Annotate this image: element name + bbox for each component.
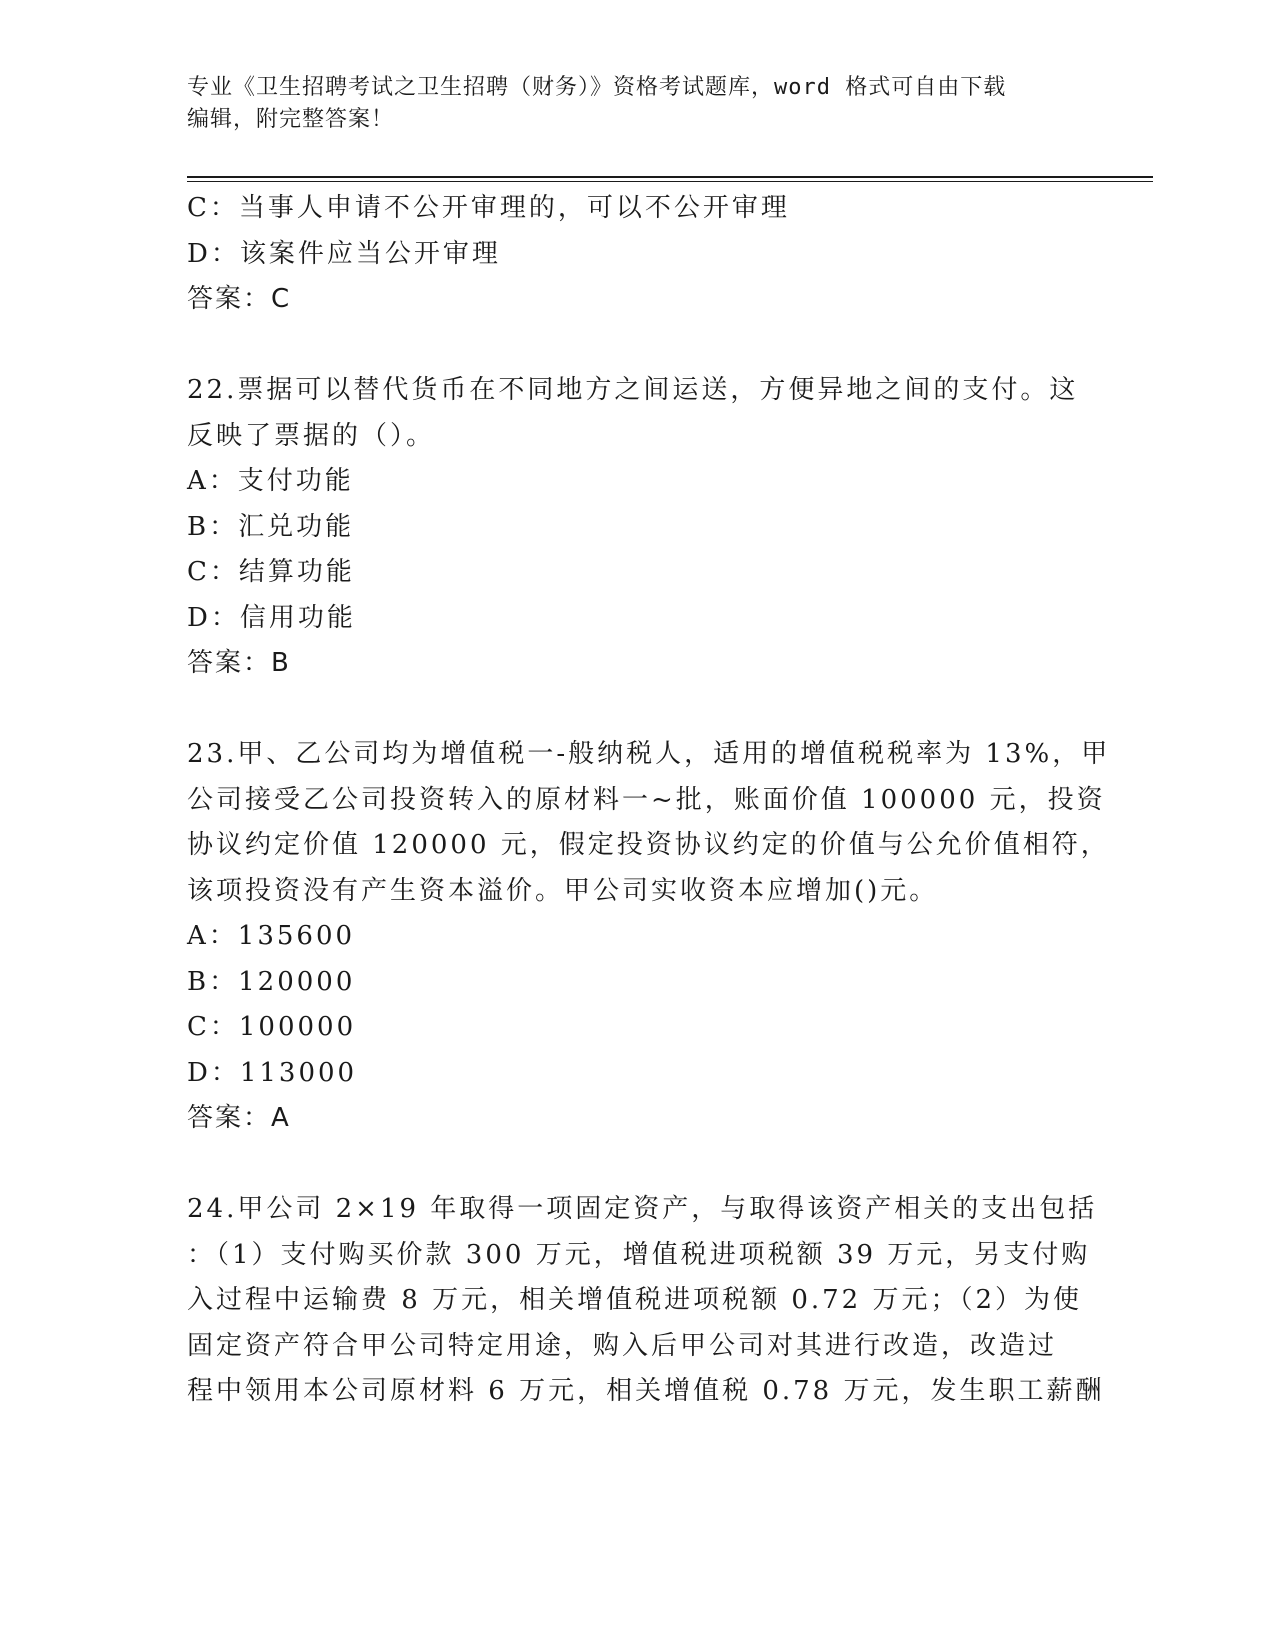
option-d: D：该案件应当公开审理 [187,238,501,269]
question-22 [187,368,1087,687]
question-stem: 入过程中运输费 8 万元，相关增值税进项税额 0.72 万元；（2）为使 [187,1285,1083,1315]
question-stem: 反映了票据的（）。 [187,420,436,451]
header-rule-thick [187,176,1153,178]
spacer [187,1142,1087,1188]
option-d: D：113000 [187,1057,358,1088]
option-c: C：结算功能 [187,557,355,587]
option-c: C：100000 [187,1012,357,1042]
question-content [187,186,1111,1415]
header-line-1: 专业《卫生招聘考试之卫生招聘（财务）》资格考试题库，word 格式可自由下载 [187,75,1007,100]
option-a: A：支付功能 [187,466,354,496]
question-23 [187,732,1111,1142]
page-header [187,72,1087,136]
question-stem: 协议约定价值 120000 元，假定投资协议约定的价值与公允价值相符， [187,830,1110,860]
option-d: D：信用功能 [187,602,356,633]
answer-label: 答案：C [187,284,292,314]
answer-label: 答案：B [187,648,291,678]
header-line-2: 编辑，附完整答案！ [187,107,395,132]
question-21-tail [187,186,1087,323]
question-stem: 22.票据可以替代货币在不同地方之间运送，方便异地之间的支付。这 [187,375,1079,405]
question-stem: ：（1）支付购买价款 300 万元，增值税进项税额 39 万元，另支付购 [187,1239,1091,1270]
question-stem: 23.甲、乙公司均为增值税一-般纳税人，适用的增值税税率为 13%，甲 [187,739,1111,769]
question-stem: 该项投资没有产生资本溢价。甲公司实收资本应增加()元。 [187,875,939,906]
spacer [187,687,1087,733]
question-stem: 公司接受乙公司投资转入的原材料一~批，账面价值 100000 元，投资 [187,784,1106,815]
question-24 [187,1187,1105,1415]
question-stem: 程中领用本公司原材料 6 万元，相关增值税 0.78 万元，发生职工薪酬 [187,1376,1105,1406]
spacer [187,323,1087,369]
question-stem: 固定资产符合甲公司特定用途，购入后甲公司对其进行改造，改造过 [187,1330,1058,1361]
header-rule-thin [187,181,1153,182]
option-b: B：120000 [187,966,356,997]
option-b: B：汇兑功能 [187,511,355,542]
option-a: A：135600 [187,921,356,951]
answer-label: 答案：A [187,1103,291,1133]
option-c: C：当事人申请不公开审理的，可以不公开审理 [187,193,790,223]
question-stem: 24.甲公司 2×19 年取得一项固定资产，与取得该资产相关的支出包括 [187,1194,1098,1224]
